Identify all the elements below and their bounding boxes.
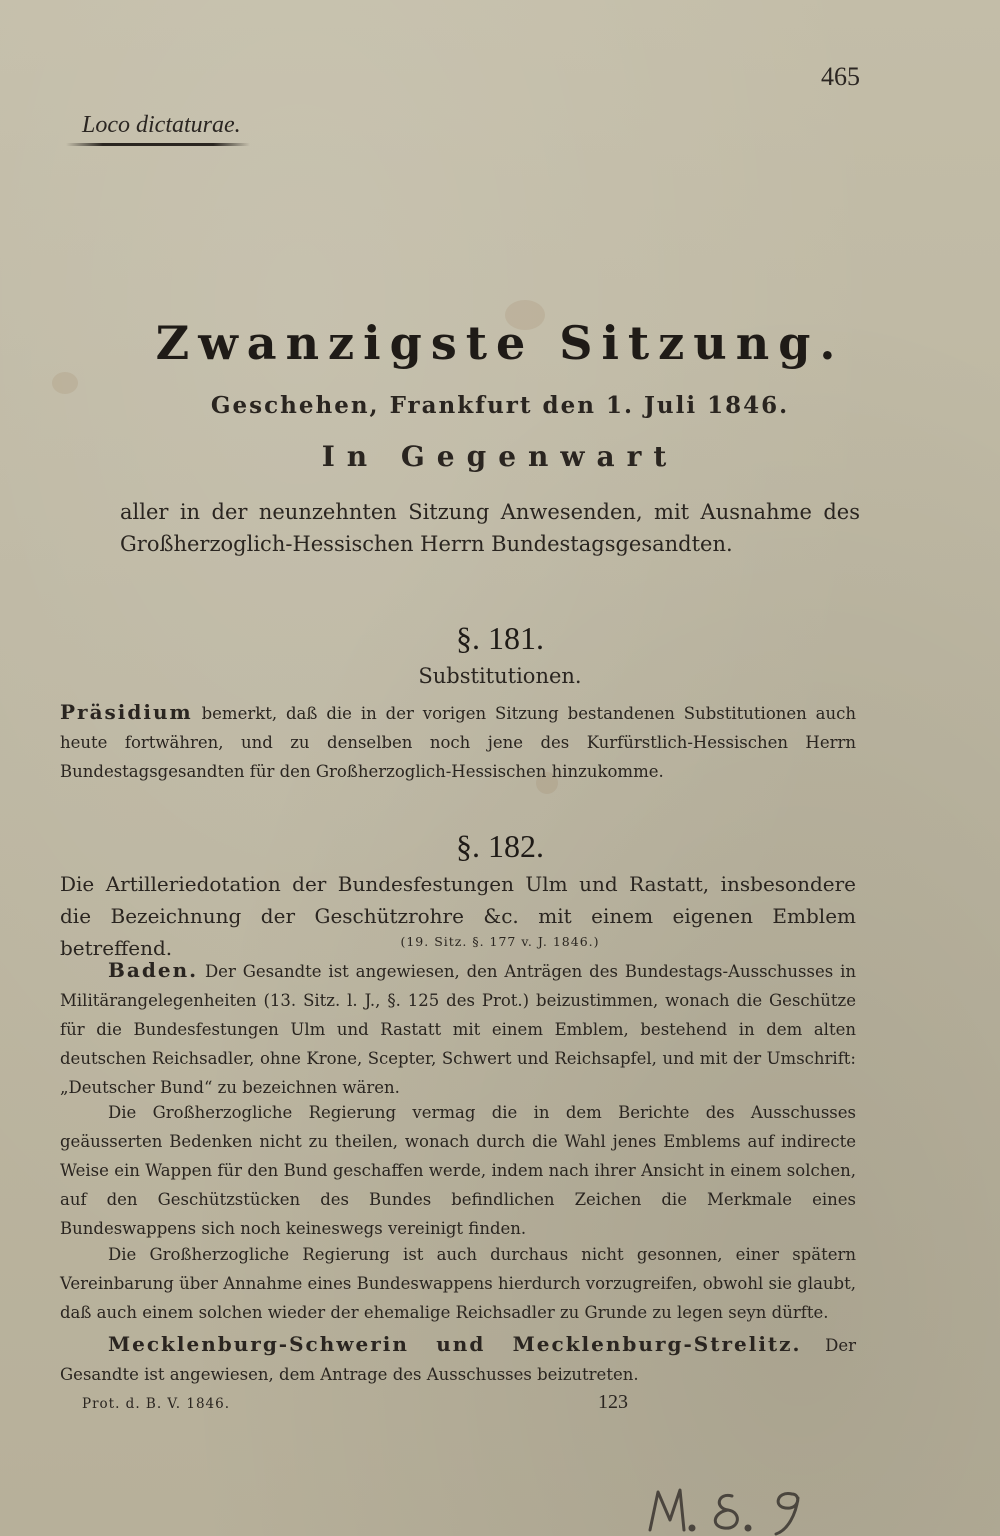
section-181-title: Substitutionen.	[418, 664, 582, 688]
baden-text: Der Gesandte ist angewiesen, den Anträgen des Bundestags-Ausschusses in Militärangelegenheiten (13. Sitz. l. J., §. 125 des Prot.) beizustimmen, wonach die Geschütze für die Bundesfestungen Ulm und Rastatt mit einem Emblem, bestehend in dem alten deutschen Reichsadler, ohne Krone, Scepter, Schwert und Reichsapfel, und mit der Umschrift: „Deutscher Bund“ zu bezeichnen wären.	[60, 962, 856, 1097]
paper-stain	[52, 372, 78, 394]
section-181-text: bemerkt, daß die in der vorigen Sitzung bestandenen Substitutionen auch heute fortwähren, und zu denselben noch jene des Kurfürstlich-Hessischen Herrn Bundestagsgesandten für den Großherzoglich-Hessischen hinzukomme.	[60, 704, 856, 781]
section-181-paragraph	[60, 698, 856, 786]
loco-rule	[66, 143, 250, 146]
pencil-annotation	[640, 1482, 840, 1536]
mecklenburg-paragraph	[60, 1330, 856, 1389]
footer-protocol: Prot. d. B. V. 1846.	[82, 1396, 231, 1412]
footer-sheet-number: 123	[598, 1391, 628, 1413]
section-182-reference: (19. Sitz. §. 177 v. J. 1846.)	[400, 934, 600, 949]
baden-lead: Baden.	[108, 958, 199, 982]
session-title: Zwanzigste Sitzung.	[155, 316, 845, 370]
mecklenburg-lead: Mecklenburg-Schwerin und Mecklenburg-Strelitz.	[108, 1332, 802, 1356]
section-181-lead: Präsidium	[60, 700, 193, 724]
section-182-title: Die Artilleriedotation der Bundesfestungen Ulm und Rastatt, insbesondere die Bezeichnung der Geschützrohre &c. mit einem eigenen Emblem betreffend.	[60, 872, 856, 960]
section-182-number: §. 182.	[456, 828, 544, 864]
presence-heading: In Gegenwart	[321, 440, 679, 473]
loco-dictaturae: Loco dictaturae.	[82, 112, 241, 138]
presence-text: aller in der neunzehnten Sitzung Anwesenden, mit Ausnahme des Großherzoglich-Hessischen Herrn Bundestagsgesandten.	[120, 500, 860, 556]
date-line: Geschehen, Frankfurt den 1. Juli 1846.	[210, 392, 790, 419]
paragraph-2: Die Großherzogliche Regierung vermag die in dem Berichte des Ausschusses geäusserten Bedenken nicht zu theilen, wonach durch die Wahl jenes Emblems auf indirecte Weise ein Wappen für den Bund geschaffen werde, indem nach ihrer Ansicht in einem solchen, auf den Geschützstücken des Bundes befindlichen Zeichen die Merkmale eines Bundeswappens sich noch keineswegs vereinigt finden.	[60, 1103, 856, 1238]
paragraph-3: Die Großherzogliche Regierung ist auch durchaus nicht gesonnen, einer spätern Vereinbarung über Annahme eines Bundeswappens hierdurch vorzugreifen, obwohl sie glaubt, daß auch einem solchen wieder der ehemalige Reichsadler zu Grunde zu legen seyn dürfte.	[60, 1245, 856, 1322]
baden-paragraph	[60, 956, 856, 1102]
mecklenburg-text: Der Gesandte ist angewiesen, dem Antrage des Ausschusses beizutreten.	[60, 1336, 856, 1384]
page-number: 465	[821, 62, 860, 91]
section-181-number: §. 181.	[456, 620, 544, 656]
